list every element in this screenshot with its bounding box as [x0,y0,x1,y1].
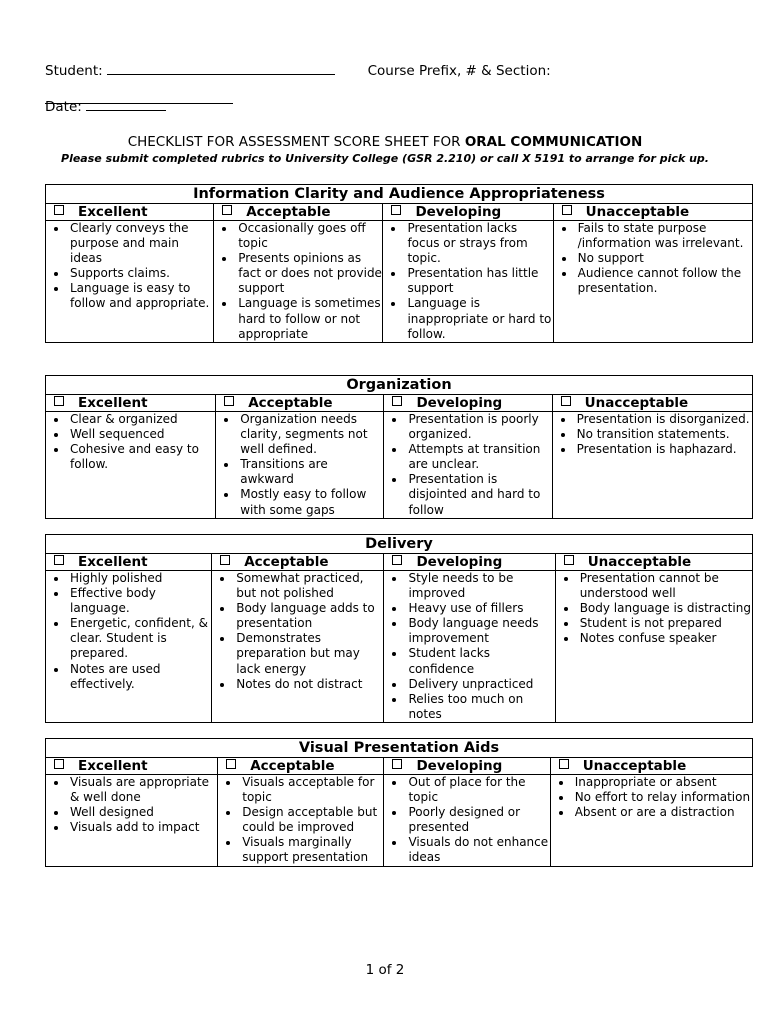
criteria-item: • Presentation is haphazard. [575,442,752,457]
criteria-item: • Presentation is poorly organized. [406,412,551,442]
criteria-item: • Mostly easy to follow with some gaps [238,487,383,517]
section-title: Visual Presentation Aids [46,739,753,758]
criteria-cell-acceptable [218,775,384,867]
rubric-section-2 [45,534,753,723]
level-header-unacceptable [555,554,752,571]
criteria-list [554,221,752,296]
criteria-item: • Somewhat practiced, but not polished [234,571,383,601]
criteria-item: • Clearly conveys the purpose and main ideas [68,221,213,266]
level-header-unacceptable [550,758,752,775]
criteria-item: • Notes confuse speaker [578,631,752,646]
criteria-item: • Language is easy to follow and appropriate. [68,281,213,311]
checkbox-unacceptable[interactable] [559,759,569,769]
level-label: Excellent [78,554,148,570]
checkbox-excellent[interactable] [54,205,64,215]
level-header-excellent [46,204,214,221]
criteria-item: • Delivery unpracticed [406,677,554,692]
student-field[interactable] [107,73,335,75]
criteria-item: • Well sequenced [68,427,215,442]
criteria-item: • Audience cannot follow the presentation. [576,266,752,296]
level-header-excellent [46,554,212,571]
criteria-item: • Well designed [68,805,217,820]
criteria-item: • Presentation cannot be understood well [578,571,752,601]
level-label: Excellent [78,395,148,411]
criteria-list [383,221,552,342]
criteria-cell-developing [384,775,550,867]
checkbox-unacceptable[interactable] [564,555,574,565]
criteria-list [384,571,554,722]
criteria-item: • Transitions are awkward [238,457,383,487]
checkbox-excellent[interactable] [54,555,64,565]
criteria-list [46,775,217,835]
level-header-unacceptable [553,204,752,221]
criteria-cell-unacceptable [550,775,752,867]
date-field[interactable] [86,109,166,111]
rubric-section-0 [45,184,753,343]
title-prefix: CHECKLIST FOR ASSESSMENT SCORE SHEET FOR [127,134,461,150]
course-label: Course Prefix, # & Section: [367,63,551,79]
criteria-list [214,221,382,342]
checkbox-unacceptable[interactable] [562,205,572,215]
criteria-item: • Notes are used effectively. [68,662,211,692]
level-header-acceptable [212,554,384,571]
student-label: Student: [45,63,103,79]
section-title: Organization [46,376,753,395]
criteria-item: • Student lacks confidence [406,646,554,676]
checkbox-acceptable[interactable] [220,555,230,565]
criteria-list [46,412,215,472]
level-header-developing [383,204,553,221]
level-header-excellent [46,758,218,775]
date-line [45,99,166,115]
criteria-item: • Notes do not distract [234,677,383,692]
page-title [0,134,770,150]
criteria-cell-unacceptable [552,412,752,519]
criteria-item: • Inappropriate or absent [573,775,752,790]
criteria-list [216,412,383,518]
level-header-developing [384,395,552,412]
criteria-item: • Relies too much on notes [406,692,554,722]
criteria-cell-excellent [46,221,214,343]
criteria-cell-developing [383,221,553,343]
level-label: Unacceptable [584,395,689,411]
criteria-item: • Fails to state purpose /information was irrelevant. [576,221,752,251]
level-label: Unacceptable [587,554,692,570]
criteria-cell-acceptable [212,571,384,723]
criteria-item: • Effective body language. [68,586,211,616]
criteria-item: • Attempts at transition are unclear. [406,442,551,472]
criteria-item: • Student is not prepared [578,616,752,631]
level-header-developing [384,554,555,571]
level-label: Developing [416,758,503,774]
criteria-item: • Absent or are a distraction [573,805,752,820]
criteria-cell-acceptable [214,221,383,343]
criteria-list [384,775,549,866]
criteria-item: • Presentation lacks focus or strays from topic. [405,221,552,266]
criteria-list [556,571,752,646]
checkbox-excellent[interactable] [54,396,64,406]
criteria-cell-unacceptable [555,571,752,723]
criteria-cell-developing [384,571,555,723]
criteria-item: • Occasionally goes off topic [236,221,382,251]
criteria-item: • Presents opinions as fact or does not provide support [236,251,382,296]
criteria-item: • Highly polished [68,571,211,586]
criteria-item: • Style needs to be improved [406,571,554,601]
level-header-acceptable [214,204,383,221]
checkbox-unacceptable[interactable] [561,396,571,406]
criteria-item: • Poorly designed or presented [406,805,549,835]
criteria-item: • Design acceptable but could be improved [240,805,383,835]
criteria-item: • Visuals are appropriate & well done [68,775,217,805]
checkbox-developing[interactable] [391,205,401,215]
level-header-acceptable [218,758,384,775]
level-label: Acceptable [250,758,335,774]
criteria-cell-acceptable [216,412,384,519]
checkbox-developing[interactable] [392,396,402,406]
checkbox-developing[interactable] [392,759,402,769]
level-label: Acceptable [248,395,333,411]
level-label: Acceptable [246,204,331,220]
criteria-list [212,571,383,692]
date-label: Date: [45,99,82,115]
criteria-item: • No support [576,251,752,266]
criteria-list [218,775,383,866]
page-number: 1 of 2 [365,962,405,978]
checkbox-developing[interactable] [392,555,402,565]
level-label: Developing [415,204,502,220]
level-label: Developing [416,554,503,570]
level-header-excellent [46,395,216,412]
criteria-item: • Visuals acceptable for topic [240,775,383,805]
criteria-cell-excellent [46,775,218,867]
criteria-item: • Cohesive and easy to follow. [68,442,215,472]
level-label: Developing [416,395,503,411]
criteria-item: • Supports claims. [68,266,213,281]
checkbox-excellent[interactable] [54,759,64,769]
criteria-item: • Presentation has little support [405,266,552,296]
criteria-item: • Visuals do not enhance ideas [406,835,549,865]
rubric-section-1 [45,375,753,519]
section-title: Delivery [46,535,753,554]
level-label: Acceptable [244,554,329,570]
submission-note: Please submit completed rubrics to University College (GSR 2.210) or call X 5191 to arrange for pick up. [61,152,709,165]
criteria-item: • Heavy use of fillers [406,601,554,616]
criteria-item: • Energetic, confident, & clear. Student is prepared. [68,616,211,661]
criteria-cell-excellent [46,571,212,723]
level-header-developing [384,758,550,775]
criteria-item: • No effort to relay information [573,790,752,805]
checkbox-acceptable[interactable] [222,205,232,215]
criteria-item: • Visuals marginally support presentation [240,835,383,865]
criteria-list [384,412,551,518]
level-header-unacceptable [552,395,752,412]
criteria-item: • Visuals add to impact [68,820,217,835]
criteria-cell-excellent [46,412,216,519]
criteria-list [551,775,752,820]
criteria-list [46,221,213,312]
criteria-item: • Clear & organized [68,412,215,427]
criteria-list [46,571,211,692]
checkbox-acceptable[interactable] [224,396,234,406]
criteria-cell-unacceptable [553,221,752,343]
criteria-item: • Presentation is disorganized. [575,412,752,427]
title-bold: ORAL COMMUNICATION [464,134,643,150]
checkbox-acceptable[interactable] [226,759,236,769]
section-title: Information Clarity and Audience Appropriateness [46,185,753,204]
criteria-item: • Demonstrates preparation but may lack energy [234,631,383,676]
criteria-list [553,412,752,457]
criteria-item: • Body language adds to presentation [234,601,383,631]
level-label: Excellent [78,758,148,774]
criteria-cell-developing [384,412,552,519]
level-label: Excellent [78,204,148,220]
criteria-item: • Body language is distracting [578,601,752,616]
criteria-item: • Language is inappropriate or hard to follow. [405,296,552,341]
criteria-item: • Out of place for the topic [406,775,549,805]
criteria-item: • Language is sometimes hard to follow or not appropriate [236,296,382,341]
rubric-section-3 [45,738,753,867]
criteria-item: • Presentation is disjointed and hard to follow [406,472,551,517]
criteria-item: • Organization needs clarity, segments not well defined. [238,412,383,457]
level-label: Unacceptable [585,204,690,220]
level-header-acceptable [216,395,384,412]
level-label: Unacceptable [582,758,687,774]
student-line [45,63,551,79]
criteria-item: • Body language needs improvement [406,616,554,646]
criteria-item: • No transition statements. [575,427,752,442]
